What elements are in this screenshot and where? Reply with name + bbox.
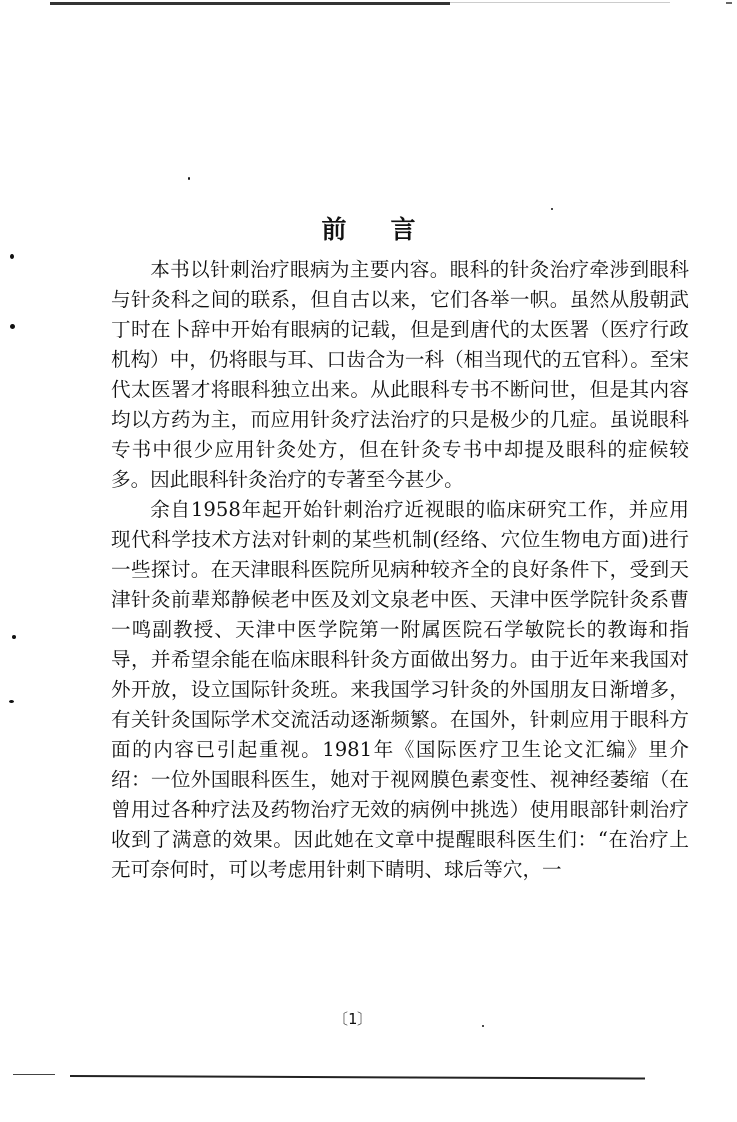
page-number: 〔1〕 — [332, 1010, 373, 1028]
scan-speck — [10, 324, 15, 329]
page-title: 前言 — [321, 215, 460, 244]
scan-edge-artifact — [50, 2, 450, 5]
scan-speck — [188, 177, 190, 180]
scan-speck — [9, 700, 14, 703]
paragraph: 余自1958年起开始针刺治疗近视眼的临床研究工作，并应用现代科学技术方法对针刺的某些机制(经络、穴位生物电方面)进行一些探讨。在天津眼科医院所见病种较齐全的良好条件下，受到天津针灸前辈郑静候老中医及刘文泉老中医、天津中医学院针灸系曹一鸣副教授、天津中医学院第一附属医院石学敏院长的教诲和指导，并希望余能在临床眼科针灸方面做出努力。由于近年来我国对外开放，设立国际针灸班。来我国学习针灸的外国朋友日渐增多，有关针灸国际学术交流活动逐渐频繁。在国外，针刺应用于眼科方面的内容已引起重视。1981年《国际医疗卫生论文汇编》里介绍：一位外国眼科医生，她对于视网膜色素变性、视神经萎缩（在曾用过各种疗法及药物治疗无效的病例中挑选）使用眼部针刺治疗收到了满意的效果。因此她在文章中提醒眼科医生们：“在治疗上无可奈何时，可以考虑用针刺下睛明、球后等穴，一 — [111, 498, 689, 881]
scan-edge-artifact — [13, 1074, 55, 1075]
bottom-rule — [70, 1075, 645, 1080]
body-text — [111, 255, 689, 885]
scan-edge-artifact — [726, 2, 732, 4]
scan-speck — [12, 635, 16, 639]
scan-speck — [10, 254, 14, 259]
scan-edge-artifact — [450, 2, 670, 3]
paragraph: 本书以针刺治疗眼病为主要内容。眼科的针灸治疗牵涉到眼科与针灸科之间的联系，但自古以来，它们各举一帜。虽然从殷朝武丁时在卜辞中开始有眼病的记载，但是到唐代的太医署（医疗行政机构）中，仍将眼与耳、口齿合为一科（相当现代的五官科）。至宋代太医署才将眼科独立出来。从此眼科专书不断问世，但是其内容均以方药为主，而应用针灸疗法治疗的只是极少的几症。虽说眼科专书中很少应用针灸处方，但在针灸专书中却提及眼科的症候较多。因此眼科针灸治疗的专著至今甚少。 — [111, 258, 690, 491]
